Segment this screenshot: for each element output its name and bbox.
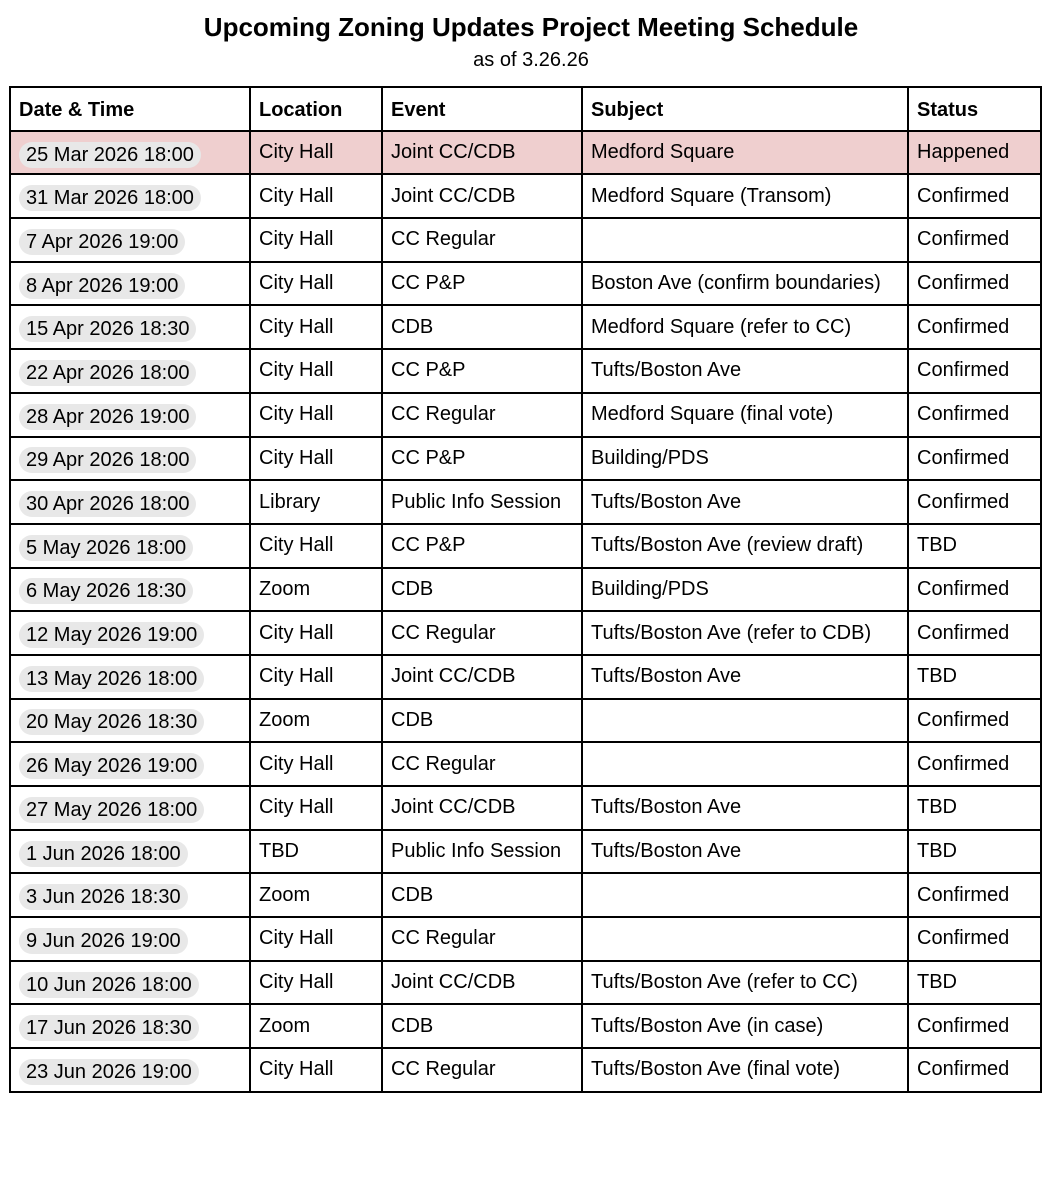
cell-event: CC P&P (382, 524, 582, 568)
date-chip[interactable]: 9 Jun 2026 19:00 (19, 928, 188, 954)
cell-subject: Tufts/Boston Ave (582, 349, 908, 393)
cell-status: Confirmed (908, 305, 1041, 349)
table-row (10, 1048, 1041, 1092)
cell-event: CC Regular (382, 742, 582, 786)
cell-location: Library (250, 480, 382, 524)
header-event: Event (382, 87, 582, 131)
cell-event: CDB (382, 1004, 582, 1048)
table-row (10, 437, 1041, 481)
cell-date-time (10, 349, 250, 393)
cell-status: Confirmed (908, 873, 1041, 917)
date-chip[interactable]: 12 May 2026 19:00 (19, 622, 204, 648)
cell-subject: Building/PDS (582, 437, 908, 481)
cell-subject: Tufts/Boston Ave (refer to CDB) (582, 611, 908, 655)
date-chip[interactable]: 1 Jun 2026 18:00 (19, 841, 188, 867)
cell-date-time (10, 305, 250, 349)
cell-status: Confirmed (908, 742, 1041, 786)
date-chip[interactable]: 10 Jun 2026 18:00 (19, 972, 199, 998)
cell-event: CC Regular (382, 393, 582, 437)
cell-date-time (10, 131, 250, 175)
table-row (10, 961, 1041, 1005)
cell-status: TBD (908, 961, 1041, 1005)
cell-location: TBD (250, 830, 382, 874)
cell-event: Joint CC/CDB (382, 961, 582, 1005)
cell-date-time (10, 480, 250, 524)
cell-status: Confirmed (908, 699, 1041, 743)
cell-location: City Hall (250, 131, 382, 175)
cell-subject: Medford Square (final vote) (582, 393, 908, 437)
cell-subject (582, 218, 908, 262)
cell-date-time (10, 699, 250, 743)
table-row (10, 1004, 1041, 1048)
header-location: Location (250, 87, 382, 131)
cell-subject: Medford Square (582, 131, 908, 175)
cell-event: CDB (382, 699, 582, 743)
table-body (10, 131, 1041, 1092)
cell-event: Public Info Session (382, 830, 582, 874)
cell-date-time (10, 393, 250, 437)
date-chip[interactable]: 30 Apr 2026 18:00 (19, 491, 196, 517)
cell-event: Joint CC/CDB (382, 655, 582, 699)
cell-status: Confirmed (908, 174, 1041, 218)
cell-location: City Hall (250, 524, 382, 568)
header-status: Status (908, 87, 1041, 131)
cell-date-time (10, 655, 250, 699)
table-row (10, 655, 1041, 699)
cell-event: CC Regular (382, 917, 582, 961)
table-header-row (10, 87, 1041, 131)
cell-subject: Tufts/Boston Ave (refer to CC) (582, 961, 908, 1005)
cell-subject (582, 699, 908, 743)
cell-subject (582, 917, 908, 961)
cell-event: CDB (382, 873, 582, 917)
date-chip[interactable]: 5 May 2026 18:00 (19, 535, 193, 561)
cell-date-time (10, 917, 250, 961)
table-row (10, 131, 1041, 175)
cell-event: CC P&P (382, 262, 582, 306)
cell-subject: Tufts/Boston Ave (final vote) (582, 1048, 908, 1092)
cell-status: Confirmed (908, 1048, 1041, 1092)
cell-subject: Tufts/Boston Ave (582, 655, 908, 699)
table-row (10, 480, 1041, 524)
table-row (10, 699, 1041, 743)
cell-location: City Hall (250, 393, 382, 437)
table-row (10, 174, 1041, 218)
cell-location: City Hall (250, 961, 382, 1005)
cell-location: City Hall (250, 786, 382, 830)
cell-status: Confirmed (908, 480, 1041, 524)
table-row (10, 830, 1041, 874)
meeting-schedule-table (9, 86, 1042, 1093)
cell-location: City Hall (250, 655, 382, 699)
date-chip[interactable]: 28 Apr 2026 19:00 (19, 404, 196, 430)
cell-subject: Tufts/Boston Ave (in case) (582, 1004, 908, 1048)
cell-location: City Hall (250, 917, 382, 961)
cell-date-time (10, 1048, 250, 1092)
date-chip[interactable]: 13 May 2026 18:00 (19, 666, 204, 692)
cell-event: Joint CC/CDB (382, 131, 582, 175)
cell-date-time (10, 786, 250, 830)
table-row (10, 611, 1041, 655)
cell-location: City Hall (250, 1048, 382, 1092)
cell-date-time (10, 437, 250, 481)
cell-event: CDB (382, 305, 582, 349)
cell-event: Public Info Session (382, 480, 582, 524)
cell-date-time (10, 611, 250, 655)
table-row (10, 786, 1041, 830)
cell-date-time (10, 1004, 250, 1048)
cell-location: City Hall (250, 437, 382, 481)
date-chip[interactable]: 8 Apr 2026 19:00 (19, 273, 185, 299)
cell-date-time (10, 873, 250, 917)
cell-location: Zoom (250, 873, 382, 917)
cell-event: Joint CC/CDB (382, 786, 582, 830)
cell-location: City Hall (250, 611, 382, 655)
table-row (10, 568, 1041, 612)
cell-event: CC P&P (382, 437, 582, 481)
cell-event: CC Regular (382, 1048, 582, 1092)
cell-location: Zoom (250, 568, 382, 612)
date-chip[interactable]: 31 Mar 2026 18:00 (19, 185, 201, 211)
date-chip[interactable]: 23 Jun 2026 19:00 (19, 1059, 199, 1085)
cell-date-time (10, 568, 250, 612)
page-subtitle: as of 3.26.26 (473, 49, 589, 71)
cell-subject: Medford Square (refer to CC) (582, 305, 908, 349)
cell-subject (582, 742, 908, 786)
table-row (10, 917, 1041, 961)
cell-location: City Hall (250, 262, 382, 306)
cell-status: Confirmed (908, 349, 1041, 393)
cell-subject: Building/PDS (582, 568, 908, 612)
cell-status: Confirmed (908, 611, 1041, 655)
cell-status: Confirmed (908, 568, 1041, 612)
cell-status: Confirmed (908, 917, 1041, 961)
header-subject: Subject (582, 87, 908, 131)
page-title: Upcoming Zoning Updates Project Meeting Schedule (203, 12, 859, 42)
table-row (10, 524, 1041, 568)
date-chip[interactable]: 29 Apr 2026 18:00 (19, 447, 196, 473)
cell-status: TBD (908, 655, 1041, 699)
cell-date-time (10, 524, 250, 568)
cell-status: TBD (908, 830, 1041, 874)
cell-subject: Medford Square (Transom) (582, 174, 908, 218)
date-chip[interactable]: 17 Jun 2026 18:30 (19, 1015, 199, 1041)
cell-date-time (10, 830, 250, 874)
cell-date-time (10, 742, 250, 786)
cell-location: City Hall (250, 305, 382, 349)
cell-date-time (10, 961, 250, 1005)
cell-date-time (10, 174, 250, 218)
cell-subject: Boston Ave (confirm boundaries) (582, 262, 908, 306)
cell-subject: Tufts/Boston Ave (582, 830, 908, 874)
cell-subject: Tufts/Boston Ave (582, 786, 908, 830)
cell-subject (582, 873, 908, 917)
cell-event: CC Regular (382, 611, 582, 655)
table-row (10, 218, 1041, 262)
cell-event: CDB (382, 568, 582, 612)
cell-event: CC P&P (382, 349, 582, 393)
date-chip[interactable]: 3 Jun 2026 18:30 (19, 884, 188, 910)
cell-location: City Hall (250, 174, 382, 218)
cell-subject: Tufts/Boston Ave (review draft) (582, 524, 908, 568)
cell-status: Confirmed (908, 218, 1041, 262)
cell-location: City Hall (250, 742, 382, 786)
table-row (10, 262, 1041, 306)
cell-location: Zoom (250, 1004, 382, 1048)
date-chip[interactable]: 6 May 2026 18:30 (19, 578, 193, 604)
table-row (10, 393, 1041, 437)
date-chip[interactable]: 25 Mar 2026 18:00 (19, 142, 201, 168)
date-chip[interactable]: 7 Apr 2026 19:00 (19, 229, 185, 255)
cell-date-time (10, 262, 250, 306)
cell-status: Happened (908, 131, 1041, 175)
table-row (10, 873, 1041, 917)
cell-status: Confirmed (908, 262, 1041, 306)
date-chip[interactable]: 22 Apr 2026 18:00 (19, 360, 196, 386)
cell-subject: Tufts/Boston Ave (582, 480, 908, 524)
cell-location: City Hall (250, 349, 382, 393)
date-chip[interactable]: 27 May 2026 18:00 (19, 797, 204, 823)
header-date-time: Date & Time (10, 87, 250, 131)
table-row (10, 349, 1041, 393)
cell-status: Confirmed (908, 437, 1041, 481)
table-row (10, 305, 1041, 349)
cell-date-time (10, 218, 250, 262)
cell-location: City Hall (250, 218, 382, 262)
cell-event: CC Regular (382, 218, 582, 262)
cell-status: TBD (908, 524, 1041, 568)
cell-location: Zoom (250, 699, 382, 743)
date-chip[interactable]: 15 Apr 2026 18:30 (19, 316, 196, 342)
cell-status: TBD (908, 786, 1041, 830)
cell-status: Confirmed (908, 393, 1041, 437)
date-chip[interactable]: 26 May 2026 19:00 (19, 753, 204, 779)
cell-status: Confirmed (908, 1004, 1041, 1048)
table-row (10, 742, 1041, 786)
date-chip[interactable]: 20 May 2026 18:30 (19, 709, 204, 735)
cell-event: Joint CC/CDB (382, 174, 582, 218)
